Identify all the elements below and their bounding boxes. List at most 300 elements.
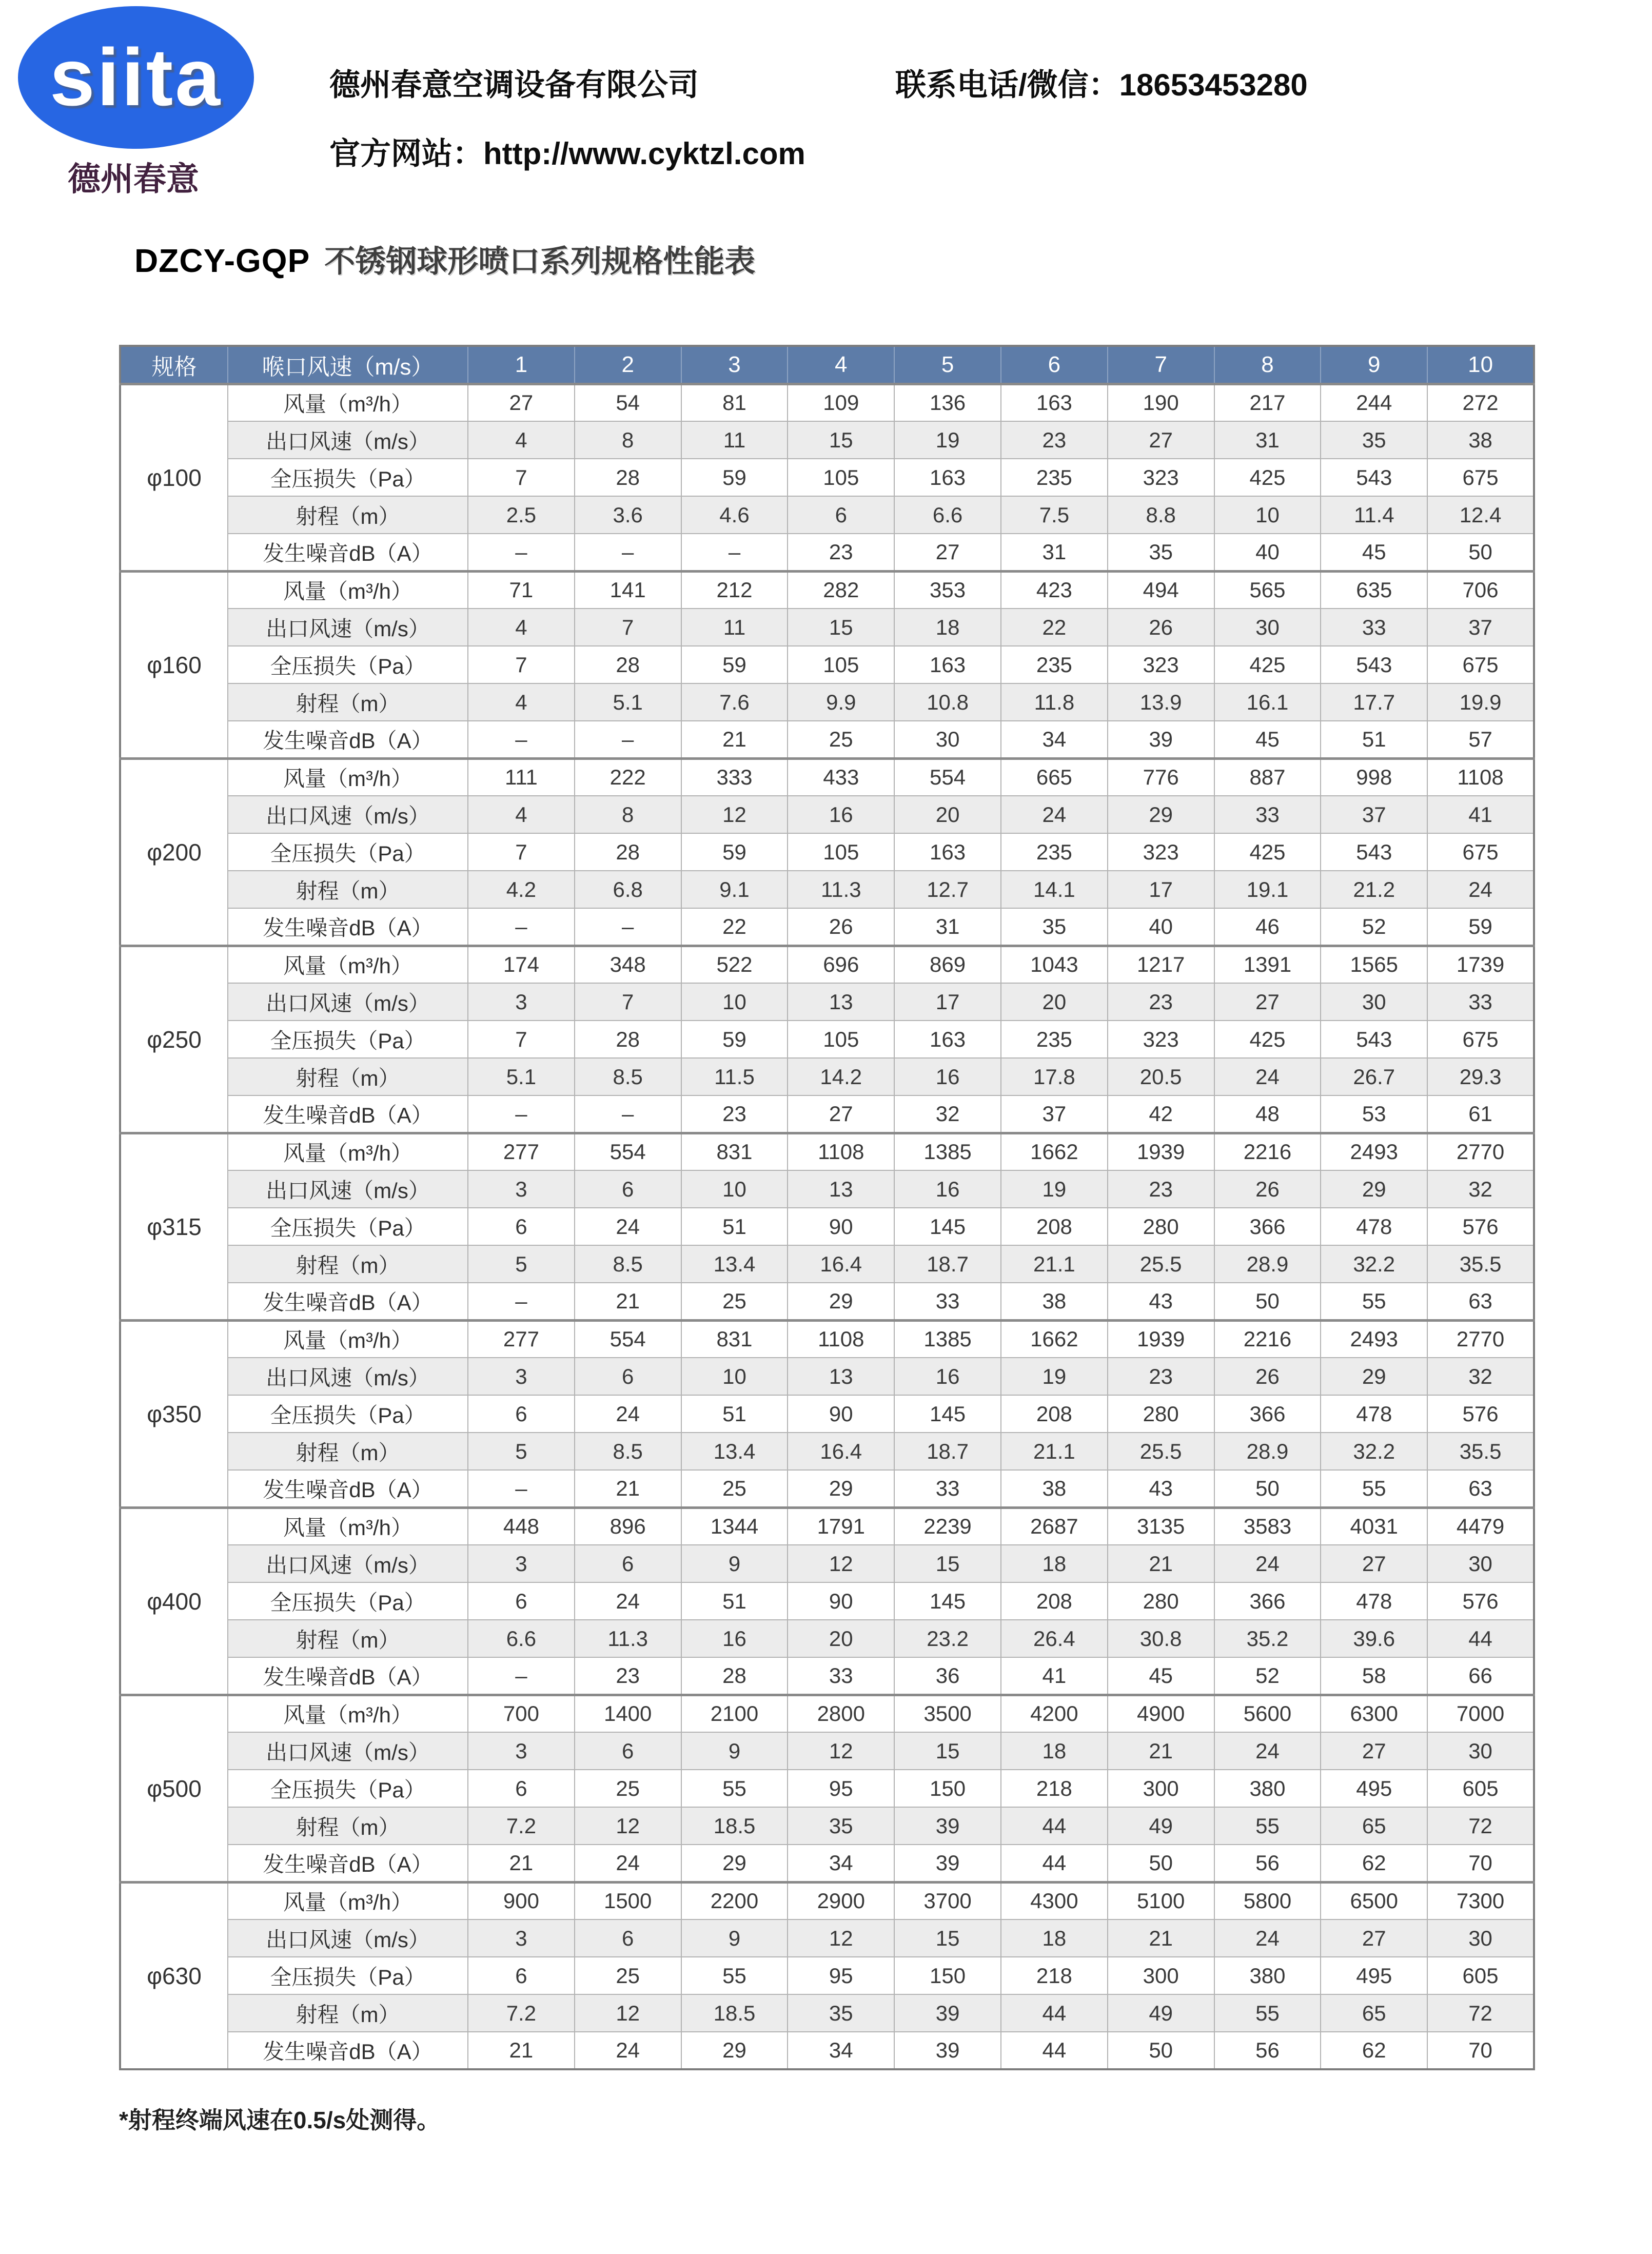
row-label: 发生噪音dB（A） [228,1470,468,1507]
value-cell: 18.5 [681,1994,788,2032]
value-cell: 900 [468,1882,575,1919]
value-cell: 163 [1001,384,1108,421]
value-cell: 12 [575,1807,681,1845]
value-cell: 235 [1001,459,1108,496]
value-cell: 366 [1214,1395,1321,1433]
value-cell: 29 [1321,1358,1427,1395]
col-header-speed-7: 7 [1108,346,1214,384]
value-cell: 61 [1427,1095,1534,1133]
value-cell: 72 [1427,1807,1534,1845]
table-row [120,1433,1534,1470]
value-cell: 5100 [1108,1882,1214,1919]
value-cell: 24 [1214,1732,1321,1770]
header-row [120,346,1534,384]
value-cell: 23.2 [894,1620,1001,1657]
table-row [120,1133,1534,1170]
value-cell: 998 [1321,758,1427,796]
value-cell: 51 [681,1395,788,1433]
value-cell: 6 [468,1208,575,1245]
value-cell: 12.7 [894,871,1001,908]
value-cell: 33 [894,1470,1001,1507]
col-header-speed-6: 6 [1001,346,1108,384]
value-cell: 25 [575,1957,681,1994]
value-cell: 554 [575,1133,681,1170]
value-cell: 6300 [1321,1695,1427,1732]
value-cell: 11 [681,609,788,646]
value-cell: 39 [894,2032,1001,2069]
value-cell: 145 [894,1208,1001,1245]
value-cell: 448 [468,1507,575,1545]
value-cell: 29.3 [1427,1058,1534,1095]
value-cell: 831 [681,1133,788,1170]
value-cell: 11.5 [681,1058,788,1095]
value-cell: 14.2 [788,1058,894,1095]
value-cell: 48 [1214,1095,1321,1133]
row-label: 风量（m³/h） [228,1507,468,1545]
value-cell: 32 [1427,1358,1534,1395]
value-cell: 21 [681,721,788,758]
row-label: 发生噪音dB（A） [228,1283,468,1320]
value-cell: 39 [1108,721,1214,758]
value-cell: 3 [468,1170,575,1208]
value-cell: 5600 [1214,1695,1321,1732]
row-label: 出口风速（m/s） [228,796,468,833]
spec-label: φ160 [120,571,228,758]
row-label: 全压损失（Pa） [228,646,468,683]
value-cell: 6 [575,1732,681,1770]
value-cell: 36 [894,1657,1001,1695]
value-cell: 30.8 [1108,1620,1214,1657]
value-cell: 6.6 [468,1620,575,1657]
value-cell: 29 [788,1470,894,1507]
table-row [120,833,1534,871]
value-cell: 7 [575,983,681,1021]
value-cell: 21 [1108,1732,1214,1770]
value-cell: 9 [681,1919,788,1957]
value-cell: 665 [1001,758,1108,796]
value-cell: 277 [468,1133,575,1170]
value-cell: 12 [681,796,788,833]
value-cell: 20.5 [1108,1058,1214,1095]
value-cell: 90 [788,1208,894,1245]
table-row [120,1919,1534,1957]
row-label: 射程（m） [228,1245,468,1283]
table-row [120,983,1534,1021]
value-cell: 323 [1108,459,1214,496]
value-cell: 35 [1321,421,1427,459]
value-cell: 543 [1321,833,1427,871]
value-cell: 24 [575,1845,681,1882]
value-cell: 20 [894,796,1001,833]
value-cell: 8 [575,796,681,833]
value-cell: 4479 [1427,1507,1534,1545]
table-row [120,1095,1534,1133]
value-cell: 8 [575,421,681,459]
value-cell: 163 [894,459,1001,496]
row-label: 出口风速（m/s） [228,1358,468,1395]
value-cell: 1662 [1001,1133,1108,1170]
value-cell: 90 [788,1395,894,1433]
value-cell: 50 [1427,534,1534,571]
spec-label: φ315 [120,1133,228,1320]
value-cell: – [468,721,575,758]
row-label: 风量（m³/h） [228,946,468,983]
contact-info: 联系电话/微信：18653453280 [895,68,1308,102]
value-cell: 35.5 [1427,1433,1534,1470]
value-cell: 543 [1321,459,1427,496]
value-cell: 46 [1214,908,1321,946]
value-cell: 675 [1427,646,1534,683]
value-cell: 208 [1001,1395,1108,1433]
value-cell: 30 [1427,1545,1534,1582]
value-cell: 6 [575,1170,681,1208]
value-cell: 34 [788,1845,894,1882]
value-cell: 66 [1427,1657,1534,1695]
value-cell: 425 [1214,833,1321,871]
table-row [120,384,1534,421]
value-cell: 675 [1427,1021,1534,1058]
value-cell: 696 [788,946,894,983]
col-header-speed-5: 5 [894,346,1001,384]
value-cell: 3700 [894,1882,1001,1919]
value-cell: 28 [575,646,681,683]
value-cell: 53 [1321,1095,1427,1133]
value-cell: 26 [1108,609,1214,646]
value-cell: 37 [1001,1095,1108,1133]
value-cell: 218 [1001,1770,1108,1807]
value-cell: 14.1 [1001,871,1108,908]
value-cell: 7.2 [468,1807,575,1845]
table-row [120,2032,1534,2069]
value-cell: 41 [1001,1657,1108,1695]
value-cell: 29 [681,2032,788,2069]
value-cell: 27 [1108,421,1214,459]
value-cell: 23 [1108,983,1214,1021]
value-cell: 831 [681,1320,788,1358]
value-cell: 7300 [1427,1882,1534,1919]
value-cell: 57 [1427,721,1534,758]
value-cell: 3 [468,1358,575,1395]
value-cell: 5.1 [468,1058,575,1095]
value-cell: – [681,534,788,571]
col-header-throat-velocity: 喉口风速（m/s） [228,346,468,384]
value-cell: 495 [1321,1957,1427,1994]
value-cell: 2493 [1321,1133,1427,1170]
value-cell: 21 [575,1470,681,1507]
value-cell: 17 [1108,871,1214,908]
value-cell: 425 [1214,646,1321,683]
value-cell: 43 [1108,1470,1214,1507]
value-cell: 12 [788,1732,894,1770]
value-cell: – [575,908,681,946]
table-row [120,796,1534,833]
value-cell: 62 [1321,1845,1427,1882]
value-cell: 18 [1001,1545,1108,1582]
value-cell: 39 [894,1994,1001,2032]
value-cell: 282 [788,571,894,609]
value-cell: 40 [1214,534,1321,571]
table-row [120,683,1534,721]
value-cell: 30 [1321,983,1427,1021]
value-cell: 27 [788,1095,894,1133]
value-cell: 5.1 [575,683,681,721]
value-cell: 3.6 [575,496,681,534]
table-row [120,1845,1534,1882]
value-cell: 605 [1427,1957,1534,1994]
value-cell: 8.5 [575,1433,681,1470]
value-cell: 494 [1108,571,1214,609]
value-cell: 50 [1214,1470,1321,1507]
value-cell: 6 [468,1770,575,1807]
row-label: 出口风速（m/s） [228,1545,468,1582]
value-cell: 543 [1321,1021,1427,1058]
value-cell: 5800 [1214,1882,1321,1919]
row-label: 出口风速（m/s） [228,1732,468,1770]
value-cell: 35 [788,1807,894,1845]
value-cell: 29 [1108,796,1214,833]
value-cell: 1939 [1108,1133,1214,1170]
value-cell: 4 [468,421,575,459]
spec-label: φ100 [120,384,228,571]
value-cell: 277 [468,1320,575,1358]
value-cell: 24 [1427,871,1534,908]
value-cell: 33 [788,1657,894,1695]
table-row [120,1283,1534,1320]
value-cell: 25 [788,721,894,758]
row-label: 风量（m³/h） [228,1320,468,1358]
value-cell: 380 [1214,1770,1321,1807]
value-cell: 40 [1108,908,1214,946]
value-cell: 24 [1214,1545,1321,1582]
value-cell: 2770 [1427,1320,1534,1358]
value-cell: 141 [575,571,681,609]
value-cell: 4 [468,683,575,721]
value-cell: 6 [468,1395,575,1433]
value-cell: 700 [468,1695,575,1732]
value-cell: – [575,721,681,758]
row-label: 发生噪音dB（A） [228,2032,468,2069]
value-cell: 2200 [681,1882,788,1919]
value-cell: 1385 [894,1320,1001,1358]
value-cell: 16 [894,1358,1001,1395]
table-row [120,758,1534,796]
value-cell: 35.2 [1214,1620,1321,1657]
table-row [120,1021,1534,1058]
row-label: 发生噪音dB（A） [228,534,468,571]
value-cell: 11.8 [1001,683,1108,721]
value-cell: 38 [1001,1283,1108,1320]
value-cell: 6 [575,1919,681,1957]
value-cell: 65 [1321,1807,1427,1845]
row-label: 风量（m³/h） [228,571,468,609]
value-cell: 43 [1108,1283,1214,1320]
row-label: 射程（m） [228,1620,468,1657]
value-cell: 3583 [1214,1507,1321,1545]
value-cell: 425 [1214,1021,1321,1058]
value-cell: 11.3 [575,1620,681,1657]
value-cell: 280 [1108,1395,1214,1433]
value-cell: 4200 [1001,1695,1108,1732]
table-row [120,1058,1534,1095]
row-label: 发生噪音dB（A） [228,908,468,946]
value-cell: 25.5 [1108,1433,1214,1470]
value-cell: 17 [894,983,1001,1021]
value-cell: 24 [575,2032,681,2069]
row-label: 全压损失（Pa） [228,833,468,871]
value-cell: 16 [894,1170,1001,1208]
spec-label: φ630 [120,1882,228,2069]
value-cell: 105 [788,459,894,496]
value-cell: 25 [681,1283,788,1320]
value-cell: 10.8 [894,683,1001,721]
value-cell: 495 [1321,1770,1427,1807]
row-label: 全压损失（Pa） [228,1957,468,1994]
value-cell: 1662 [1001,1320,1108,1358]
table-row [120,1395,1534,1433]
value-cell: 25 [681,1470,788,1507]
value-cell: 323 [1108,833,1214,871]
value-cell: 6 [468,1957,575,1994]
value-cell: 323 [1108,1021,1214,1058]
col-header-spec: 规格 [120,346,228,384]
value-cell: 3135 [1108,1507,1214,1545]
spec-label: φ350 [120,1320,228,1507]
value-cell: – [468,908,575,946]
value-cell: 7 [468,833,575,871]
value-cell: 38 [1001,1470,1108,1507]
value-cell: 28 [681,1657,788,1695]
value-cell: 22 [681,908,788,946]
value-cell: 12 [788,1919,894,1957]
value-cell: 28 [575,1021,681,1058]
value-cell: 44 [1001,1994,1108,2032]
table-row [120,1170,1534,1208]
value-cell: 33 [1321,609,1427,646]
value-cell: 217 [1214,384,1321,421]
value-cell: 34 [788,2032,894,2069]
value-cell: 90 [788,1582,894,1620]
table-row [120,459,1534,496]
value-cell: 23 [1108,1170,1214,1208]
value-cell: 11.4 [1321,496,1427,534]
value-cell: 27 [1321,1919,1427,1957]
value-cell: 8.5 [575,1058,681,1095]
table-row [120,1507,1534,1545]
value-cell: 163 [894,1021,1001,1058]
value-cell: 95 [788,1957,894,1994]
value-cell: 136 [894,384,1001,421]
table-row [120,1245,1534,1283]
value-cell: 896 [575,1507,681,1545]
value-cell: 3 [468,1732,575,1770]
table-row [120,1358,1534,1395]
value-cell: 105 [788,1021,894,1058]
row-label: 发生噪音dB（A） [228,721,468,758]
value-cell: 27 [468,384,575,421]
value-cell: 163 [894,646,1001,683]
value-cell: 543 [1321,646,1427,683]
value-cell: 2900 [788,1882,894,1919]
value-cell: 24 [1214,1919,1321,1957]
value-cell: 70 [1427,1845,1534,1882]
value-cell: 10 [1214,496,1321,534]
value-cell: 55 [681,1957,788,1994]
value-cell: 21.1 [1001,1433,1108,1470]
value-cell: 212 [681,571,788,609]
value-cell: 56 [1214,1845,1321,1882]
value-cell: 6.6 [894,496,1001,534]
value-cell: 4 [468,796,575,833]
value-cell: 34 [1001,721,1108,758]
value-cell: 1043 [1001,946,1108,983]
value-cell: 18 [1001,1919,1108,1957]
value-cell: 16.4 [788,1433,894,1470]
value-cell: 32.2 [1321,1433,1427,1470]
row-label: 射程（m） [228,1433,468,1470]
value-cell: 26.7 [1321,1058,1427,1095]
value-cell: 27 [1321,1545,1427,1582]
value-cell: 24 [575,1395,681,1433]
value-cell: 208 [1001,1582,1108,1620]
value-cell: 32 [1427,1170,1534,1208]
value-cell: 272 [1427,384,1534,421]
value-cell: 190 [1108,384,1214,421]
value-cell: 35 [1108,534,1214,571]
value-cell: 522 [681,946,788,983]
value-cell: 13.9 [1108,683,1214,721]
value-cell: 13 [788,983,894,1021]
logo-subtext: 德州春意 [68,161,199,198]
value-cell: 28 [575,459,681,496]
spec-label: φ200 [120,758,228,946]
row-label: 出口风速（m/s） [228,609,468,646]
value-cell: 51 [681,1582,788,1620]
row-label: 出口风速（m/s） [228,1170,468,1208]
value-cell: 4.2 [468,871,575,908]
value-cell: 6500 [1321,1882,1427,1919]
table-row [120,1620,1534,1657]
col-header-speed-2: 2 [575,346,681,384]
value-cell: 15 [894,1545,1001,1582]
value-cell: 9.9 [788,683,894,721]
col-header-speed-4: 4 [788,346,894,384]
table-row [120,1994,1534,2032]
value-cell: 6 [468,1582,575,1620]
value-cell: 7.5 [1001,496,1108,534]
value-cell: 56 [1214,2032,1321,2069]
value-cell: 23 [575,1657,681,1695]
value-cell: 37 [1427,609,1534,646]
value-cell: 10 [681,983,788,1021]
value-cell: 16.4 [788,1245,894,1283]
value-cell: 44 [1001,1845,1108,1882]
value-cell: 55 [1214,1994,1321,2032]
value-cell: 35 [788,1994,894,2032]
value-cell: 62 [1321,2032,1427,2069]
value-cell: 30 [1214,609,1321,646]
value-cell: 605 [1427,1770,1534,1807]
row-label: 射程（m） [228,1058,468,1095]
value-cell: 776 [1108,758,1214,796]
value-cell: 4300 [1001,1882,1108,1919]
value-cell: 2800 [788,1695,894,1732]
spec-label: φ400 [120,1507,228,1695]
value-cell: 18 [894,609,1001,646]
row-label: 发生噪音dB（A） [228,1095,468,1133]
value-cell: 706 [1427,571,1534,609]
value-cell: 675 [1427,833,1534,871]
page-title [134,237,755,281]
